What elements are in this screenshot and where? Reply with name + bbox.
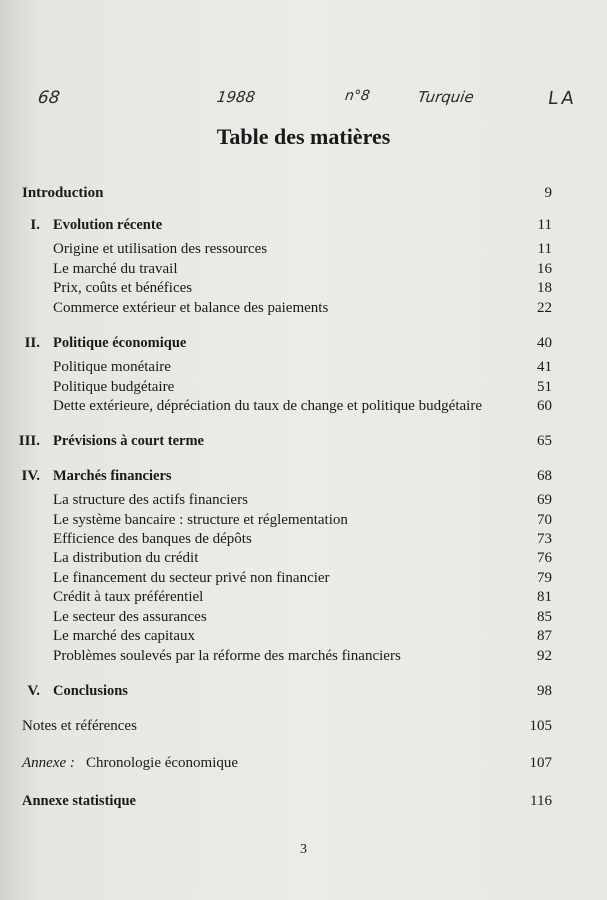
toc-item-label: Le financement du secteur privé non financier [53, 570, 330, 586]
toc-item-label: Le marché des capitaux [53, 628, 196, 644]
toc-item[interactable] [0, 510, 607, 530]
toc-item[interactable] [0, 357, 607, 377]
toc-section-page: 98 [537, 683, 552, 699]
page-number: 3 [300, 842, 307, 857]
toc-item[interactable] [0, 278, 607, 298]
page-title: Table des matières [216, 124, 391, 149]
toc-item[interactable] [0, 239, 607, 259]
toc-item-page: 41 [537, 359, 552, 375]
toc-entry-annexe[interactable] [0, 753, 607, 773]
toc-item-page: 16 [537, 261, 552, 277]
toc-entry-label: Annexe statistique [22, 793, 136, 809]
toc-item[interactable] [0, 646, 607, 666]
handwritten-country: Turquie [416, 88, 476, 106]
toc-section-4[interactable] [0, 466, 607, 486]
handwritten-code: LA [546, 88, 579, 109]
toc-section-title: Marchés financiers [53, 468, 172, 484]
toc-section-page: 40 [537, 335, 552, 351]
toc-entry-notes[interactable] [0, 716, 607, 736]
toc-entry-introduction[interactable] [0, 183, 607, 203]
toc-item[interactable] [0, 529, 607, 549]
handwritten-issue: n°8 [343, 88, 371, 104]
toc-item[interactable] [0, 259, 607, 279]
toc-item-page: 70 [537, 512, 552, 528]
toc-item-page: 11 [537, 241, 552, 257]
toc-entry-label: Introduction [22, 185, 104, 201]
toc-section-title: Politique économique [53, 335, 187, 351]
toc-item-label: Efficience des banques de dépôts [53, 531, 252, 547]
toc-item-label: Le système bancaire : structure et réglementation [53, 512, 348, 528]
toc-item-page: 22 [537, 300, 552, 316]
toc-section-page: 68 [537, 468, 552, 484]
toc-item-label: Prix, coûts et bénéfices [53, 280, 193, 296]
toc-item-page: 87 [537, 628, 552, 644]
handwritten-number: 68 [36, 88, 62, 108]
toc-item-page: 73 [537, 531, 552, 547]
annexe-prefix: Annexe : [22, 755, 75, 771]
toc-item-page: 79 [537, 570, 552, 586]
toc-item[interactable] [0, 298, 607, 318]
toc-item-label: Le marché du travail [53, 261, 178, 277]
toc-entry-page: 9 [544, 185, 552, 201]
toc-section-number: V. [27, 683, 40, 699]
toc-item-page: 85 [537, 609, 552, 625]
toc-item[interactable] [0, 626, 607, 646]
toc-item-page: 60 [537, 398, 552, 414]
toc-entry-label: Notes et références [22, 718, 137, 734]
toc-item[interactable] [0, 490, 607, 510]
toc-item-label: Crédit à taux préférentiel [53, 589, 204, 605]
toc-item-label: Politique monétaire [53, 359, 171, 375]
toc-item[interactable] [0, 587, 607, 607]
toc-entry-page: 116 [530, 793, 552, 809]
toc-item-label: Commerce extérieur et balance des paiements [53, 300, 329, 316]
toc-item-label: Origine et utilisation des ressources [53, 241, 268, 257]
toc-section-page: 65 [537, 433, 552, 449]
toc-entry-page: 105 [529, 718, 552, 734]
toc-section-page: 11 [537, 217, 552, 233]
toc-item-page: 51 [537, 379, 552, 395]
toc-item-page: 92 [537, 648, 552, 664]
toc-entry-annexe-statistique[interactable] [0, 791, 607, 811]
toc-entry-label: Chronologie économique [86, 755, 239, 771]
toc-section-title: Prévisions à court terme [53, 433, 204, 449]
toc-section-5[interactable] [0, 681, 607, 701]
toc-section-number: IV. [21, 468, 40, 484]
toc-section-number: III. [18, 433, 40, 449]
toc-section-3[interactable] [0, 431, 607, 451]
toc-section-title: Evolution récente [53, 217, 163, 233]
toc-item-label: Dette extérieure, dépréciation du taux de change et politique budgétaire [53, 398, 482, 414]
toc-item-page: 69 [537, 492, 552, 508]
toc-item-label: Politique budgétaire [53, 379, 175, 395]
toc-item[interactable] [0, 377, 607, 397]
handwritten-year: 1988 [215, 88, 257, 106]
toc-item-label: La structure des actifs financiers [53, 492, 248, 508]
toc-item[interactable] [0, 607, 607, 627]
toc-entry-page: 107 [529, 755, 552, 771]
toc-section-number: I. [30, 217, 40, 233]
toc-item-label: Le secteur des assurances [53, 609, 207, 625]
toc-section-1[interactable] [0, 215, 607, 235]
toc-item-label: Problèmes soulevés par la réforme des marchés financiers [53, 648, 401, 664]
toc-item-label: La distribution du crédit [53, 550, 199, 566]
toc-item-page: 18 [537, 280, 552, 296]
toc-item[interactable] [0, 568, 607, 588]
toc-section-number: II. [24, 335, 40, 351]
toc-section-2[interactable] [0, 333, 607, 353]
toc-item[interactable] [0, 548, 607, 568]
toc-section-title: Conclusions [53, 683, 128, 699]
toc-item-page: 81 [537, 589, 552, 605]
toc-item-page: 76 [537, 550, 552, 566]
toc-item[interactable] [0, 396, 607, 416]
